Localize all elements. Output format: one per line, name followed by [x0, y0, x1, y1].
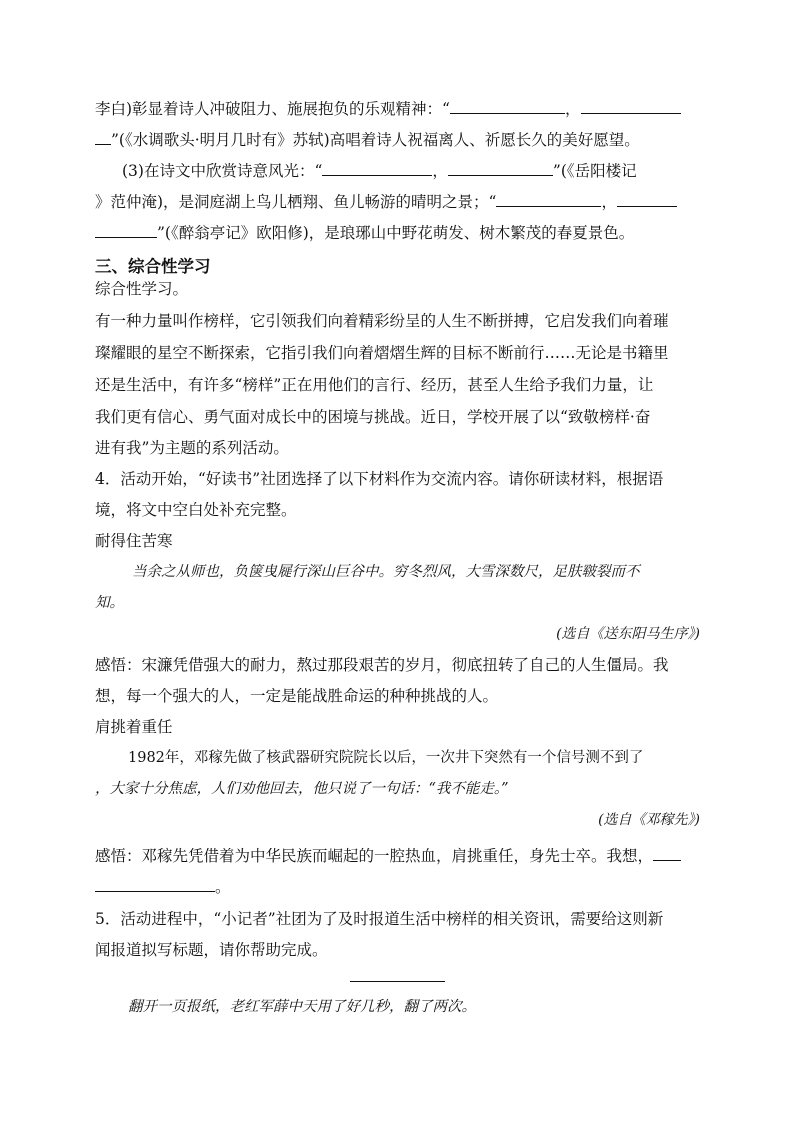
- section-heading: 三、综合性学习: [95, 257, 211, 276]
- intro-line: 璨耀眼的星空不断探索，它指引我们向着熠熠生辉的目标不断前行……无论是书籍里: [95, 344, 669, 362]
- q5-prompt: 闻报道拟写标题，请你帮助完成。: [95, 941, 328, 959]
- feeling-line: 想，每一个强大的人，一定是能战胜命运的种种挑战的人。: [95, 687, 499, 705]
- answer-blank[interactable]: [496, 190, 601, 207]
- intro-line: 还是生活中，有许多“榜样”正在用他们的言行、经历，甚至人生给予我们力量，让: [95, 376, 654, 394]
- section-subheading: 综合性学习。: [95, 280, 189, 298]
- answer-blank[interactable]: [450, 97, 565, 114]
- answer-blank[interactable]: [448, 159, 553, 176]
- material-source: (选自《送东阳马生序》): [556, 626, 700, 642]
- intro-line: 有一种力量叫作榜样，它引领我们向着精彩纷呈的人生不断拼搏，它启发我们向着璀: [95, 312, 669, 330]
- q3-line-2: ”(《水调歌头·明月几时有》苏轼)高唱着诗人祝福离人、祈愿长久的美好愿望。: [95, 128, 701, 151]
- material-quote: 知。: [95, 595, 124, 611]
- material-quote: 1982年，邓稼先做了核武器研究院院长以后，一次井下突然有一个信号测不到了: [128, 750, 644, 766]
- feeling-line: 感悟：宋濂凭借强大的耐力，熬过那段艰苦的岁月，彻底扭转了自己的人生僵局。我: [95, 656, 669, 674]
- answer-blank[interactable]: [95, 875, 215, 892]
- news-text: 翻开一页报纸，老红军薛中天用了好几秒，翻了两次。: [128, 999, 476, 1015]
- q3-line-4: 》范仲淹)，是洞庭湖上鸟儿栖翔、鱼儿畅游的晴明之景；“ ，: [95, 190, 701, 213]
- answer-blank[interactable]: [95, 221, 157, 238]
- q4-prompt: 4．活动开始，“好读书”社团选择了以下材料作为交流内容。请你研读材料，根据语: [95, 470, 664, 488]
- q5-prompt: 5．活动进程中，“小记者”社团为了及时报道生活中榜样的相关资讯，需要给这则新: [95, 910, 664, 928]
- answer-blank[interactable]: [581, 97, 681, 114]
- answer-blank[interactable]: [617, 190, 677, 207]
- q3-line-1: 李白)彰显着诗人冲破阻力、施展抱负的乐观精神：“ ，: [95, 97, 701, 120]
- intro-line: 我们更有信心、勇气面对成长中的困境与挑战。近日，学校开展了以“致敬榜样·奋: [95, 408, 651, 426]
- feeling-line: 。: [95, 875, 701, 898]
- answer-blank[interactable]: [653, 844, 681, 861]
- answer-blank[interactable]: [95, 128, 111, 145]
- material-title: 肩挑着重任: [95, 718, 173, 736]
- material-source: (选自《邓稼先》): [598, 812, 700, 828]
- material-quote: 当余之从师也，负箧曳屣行深山巨谷中。穷冬烈风，大雪深数尺，足肤皲裂而不: [132, 564, 640, 580]
- material-title: 耐得住苦寒: [95, 532, 173, 550]
- intro-line: 进有我”为主题的系列活动。: [95, 439, 289, 457]
- q3-line-3: (3)在诗文中欣赏诗意风光：“ ， ”(《岳阳楼记: [122, 159, 702, 182]
- headline-answer-blank[interactable]: [350, 980, 445, 982]
- feeling-line: 感悟：邓稼先凭借着为中华民族而崛起的一腔热血，肩挑重任，身先士卒。我想，: [95, 844, 701, 867]
- material-quote: ，大家十分焦虑，人们劝他回去，他只说了一句话：“我不能走。”: [95, 781, 509, 797]
- answer-blank[interactable]: [322, 159, 432, 176]
- q4-prompt: 境，将文中空白处补充完整。: [95, 501, 297, 519]
- q3-line-5: ”(《醉翁亭记》欧阳修)，是琅琊山中野花萌发、树木繁茂的春夏景色。: [95, 221, 701, 244]
